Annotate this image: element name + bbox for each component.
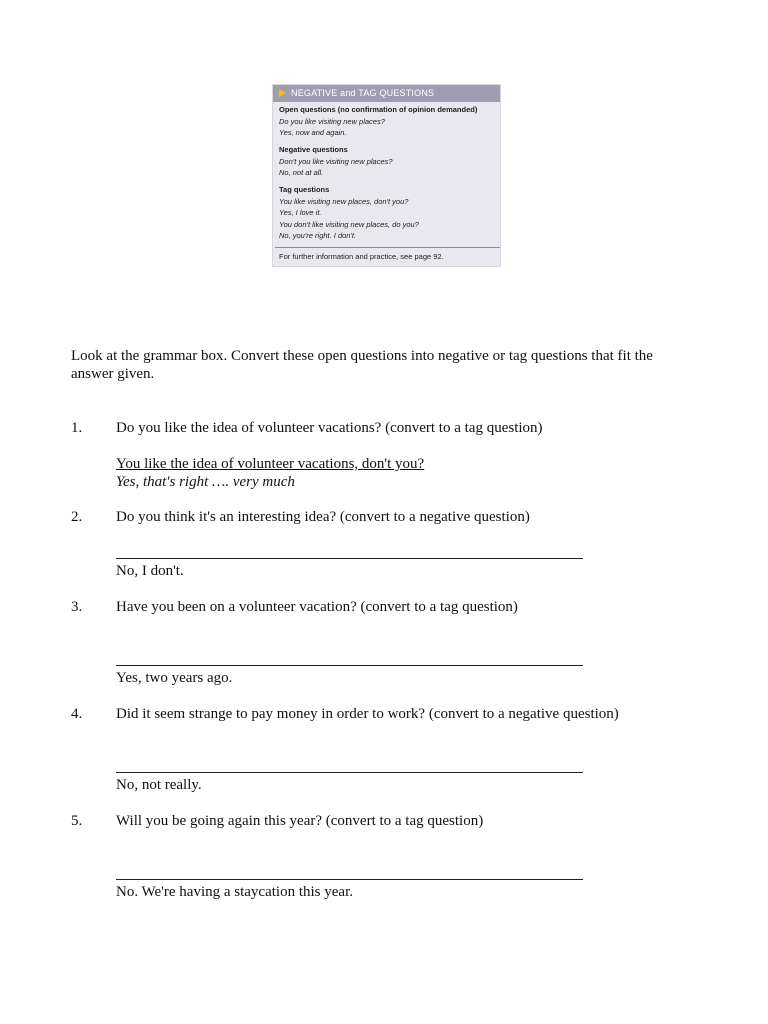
question-number: 2. <box>71 509 83 525</box>
play-triangle-icon <box>279 89 286 97</box>
instructions: Look at the grammar box. Convert these open questions into negative or tag questions that fit the answer given. <box>71 348 653 382</box>
given-answer: No. We're having a staycation this year. <box>116 884 353 900</box>
example-question: You don't like visiting new places, do you? <box>279 219 419 229</box>
grammar-box-divider <box>275 247 500 248</box>
answer-blank-line[interactable] <box>116 665 583 666</box>
given-answer: Yes, two years ago. <box>116 670 233 686</box>
question-number: 4. <box>71 706 83 722</box>
example-answer: Yes, now and again. <box>279 128 347 137</box>
example-answer: No, you're right. I don't. <box>279 231 357 240</box>
question-text: Did it seem strange to pay money in order to work? (convert to a negative question) <box>116 706 619 722</box>
answer-blank-line[interactable] <box>116 879 583 880</box>
question-number: 5. <box>71 813 83 829</box>
grammar-section-open <box>279 104 477 139</box>
grammar-section-negative <box>279 144 393 179</box>
question-text: Do you think it's an interesting idea? (convert to a negative question) <box>116 509 530 525</box>
grammar-box-title: NEGATIVE and TAG QUESTIONS <box>291 88 435 98</box>
grammar-box-header <box>273 85 500 102</box>
example-answer: No, not at all. <box>279 168 324 177</box>
model-response: Yes, that's right …. very much <box>116 474 295 490</box>
section-heading: Tag questions <box>279 185 330 194</box>
grammar-section-tag <box>279 184 419 242</box>
example-answer: Yes, I love it. <box>279 208 322 217</box>
question-text: Do you like the idea of volunteer vacations? (convert to a tag question) <box>116 420 543 436</box>
example-question: You like visiting new places, don't you? <box>279 196 409 206</box>
example-question: Do you like visiting new places? <box>279 116 385 126</box>
answer-blank-line[interactable] <box>116 558 583 559</box>
example-question: Don't you like visiting new places? <box>279 156 393 166</box>
answer-blank-line[interactable] <box>116 772 583 773</box>
grammar-box <box>272 84 501 267</box>
question-number: 3. <box>71 599 83 615</box>
question-text: Will you be going again this year? (convert to a tag question) <box>116 813 484 829</box>
question-number: 1. <box>71 420 83 436</box>
given-answer: No, I don't. <box>116 563 184 579</box>
grammar-box-footer: For further information and practice, see page 92. <box>279 252 444 261</box>
model-answer: You like the idea of volunteer vacations, don't you? <box>116 456 425 472</box>
section-heading: Open questions (no confirmation of opinion demanded) <box>279 105 478 114</box>
section-heading: Negative questions <box>279 145 348 154</box>
given-answer: No, not really. <box>116 777 202 793</box>
question-text: Have you been on a volunteer vacation? (convert to a tag question) <box>116 599 518 615</box>
